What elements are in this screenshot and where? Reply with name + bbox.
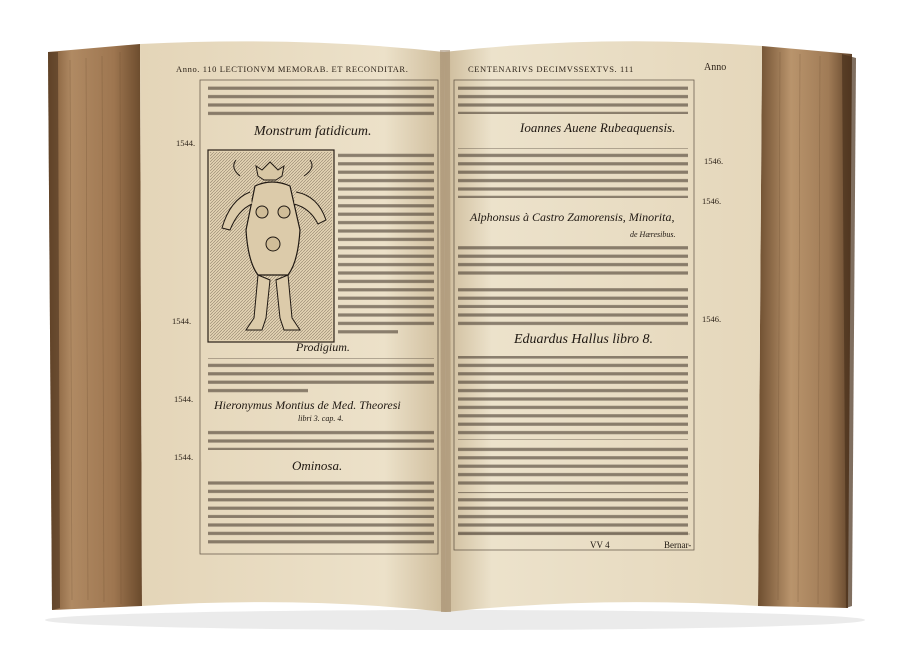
heading-monstrum: Monstrum fatidicum. bbox=[254, 124, 372, 139]
heading-hieronymus-sub: libri 3. cap. 4. bbox=[298, 414, 344, 423]
right-text-block bbox=[454, 80, 694, 550]
left-margin-year: 1544. bbox=[174, 452, 194, 462]
right-margin-year: 1546. bbox=[704, 156, 724, 166]
right-fore-edge bbox=[758, 46, 856, 608]
left-margin-year: 1544. bbox=[172, 316, 192, 326]
heading-alphonsus: Alphonsus à Castro Zamorensis, Minorita, bbox=[470, 210, 675, 224]
left-margin-year: 1544. bbox=[176, 138, 196, 148]
left-running-head: Anno. 110 LECTIONVM MEMORAB. ET RECONDITAR. bbox=[176, 64, 409, 74]
right-margin-year: 1546. bbox=[702, 196, 722, 206]
right-running-head: CENTENARIVS DECIMVSSEXTVS. 111 bbox=[468, 64, 634, 74]
heading-prodigium: Prodigium. bbox=[296, 340, 350, 354]
left-fore-edge bbox=[48, 44, 142, 610]
heading-ioannes: Ioannes Auene Rubeaquensis. bbox=[520, 120, 676, 135]
catchword: Bernar- bbox=[664, 540, 692, 550]
woodcut-monster-illustration bbox=[208, 150, 334, 342]
right-anno-label: Anno bbox=[704, 62, 727, 73]
signature-mark: VV 4 bbox=[590, 540, 610, 550]
heading-alphonsus-sub: de Hæresibus. bbox=[630, 230, 676, 239]
heading-eduardus: Eduardus Hallus libro 8. bbox=[514, 332, 653, 347]
left-text-block bbox=[200, 80, 438, 554]
heading-ominosa: Ominosa. bbox=[292, 458, 343, 473]
heading-hieronymus: Hieronymus Montius de Med. Theoresi bbox=[214, 398, 401, 412]
left-margin-year: 1544. bbox=[174, 394, 194, 404]
right-margin-year: 1546. bbox=[702, 314, 722, 324]
